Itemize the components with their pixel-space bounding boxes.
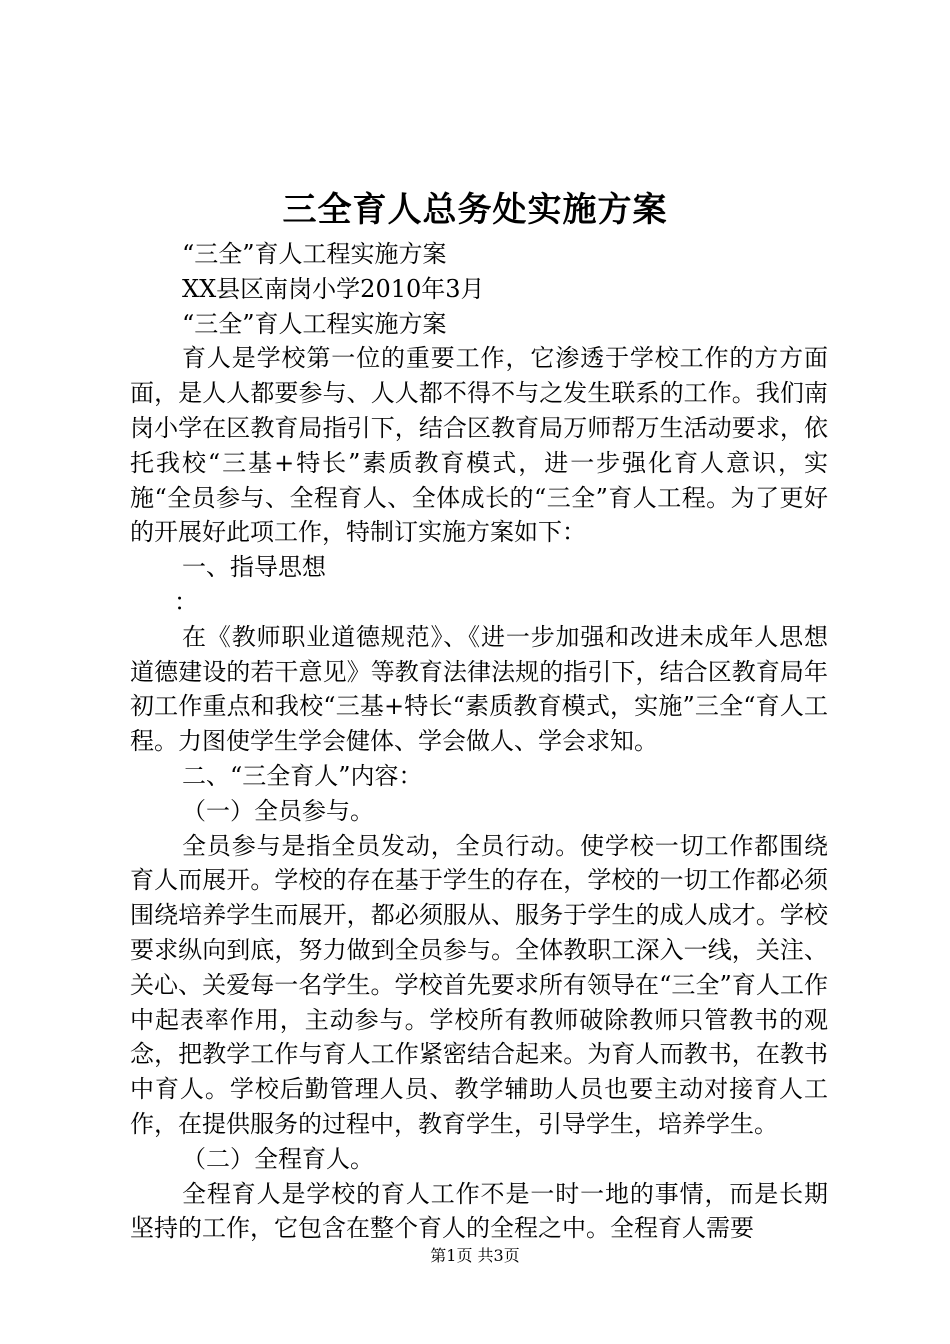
page-number-footer: 第1页 共3页 xyxy=(430,1246,520,1265)
document-body xyxy=(130,237,828,1246)
document-title: 三全育人总务处实施方案 xyxy=(282,190,668,230)
subsection-heading-whole-process: （二）全程育人。 xyxy=(182,1144,374,1173)
subsection-heading-all-staff: （一）全员参与。 xyxy=(182,796,374,825)
paragraph-project-title: “三全”育人工程实施方案 xyxy=(182,240,447,268)
section-heading-guiding-thought: 一、指导思想 xyxy=(182,553,326,582)
section-heading-content: 二、“三全育人”内容： xyxy=(182,761,423,790)
paragraph-whole-process: 全程育人是学校的育人工作不是一时一地的事情，而是长期坚持的工作，它包含在整个育人的全程之中。全程育人需要 xyxy=(130,1179,828,1243)
paragraph-school-date: XX县区南岗小学2010年3月 xyxy=(182,274,485,303)
paragraph-colon: ： xyxy=(174,587,198,616)
paragraph-introduction: 育人是学校第一位的重要工作，它渗透于学校工作的方方面面，是人人都要参与、人人都不得不与之发生联系的工作。我们南岗小学在区教育局指引下，结合区教育局万师帮万生活动要求，依托我校“三基+特长”素质教育模式，进一步强化育人意识，实施“全员参与、全程育人、全体成长的“三全”育人工程。为了更好的开展好此项工作，特制订实施方案如下： xyxy=(130,344,828,547)
paragraph-project-title-repeat: “三全”育人工程实施方案 xyxy=(182,309,447,338)
paragraph-guiding-thought: 在《教师职业道德规范》、《进一步加强和改进未成年人思想道德建设的若干意见》等教育法律法规的指引下，结合区教育局年初工作重点和我校“三基+特长“素质教育模式，实施”三全“育人工程。力图使学生学会健体、学会做人、学会求知。 xyxy=(130,622,828,756)
paragraph-all-staff: 全员参与是指全员发动，全员行动。使学校一切工作都围绕育人而展开。学校的存在基于学生的存在，学校的一切工作都必须围绕培养学生而展开，都必须服从、服务于学生的成人成才。学校要求纵向到底，努力做到全员参与。全体教职工深入一线，关注、关心、关爱每一名学生。学校首先要求所有领导在“三全”育人工作中起表率作用，主动参与。学校所有教师破除教师只管教书的观念，把教学工作与育人工作紧密结合起来。为育人而教书，在教书中育人。学校后勤管理人员、教学辅助人员也要主动对接育人工作，在提供服务的过程中，教育学生，引导学生，培养学生。 xyxy=(130,831,828,1138)
